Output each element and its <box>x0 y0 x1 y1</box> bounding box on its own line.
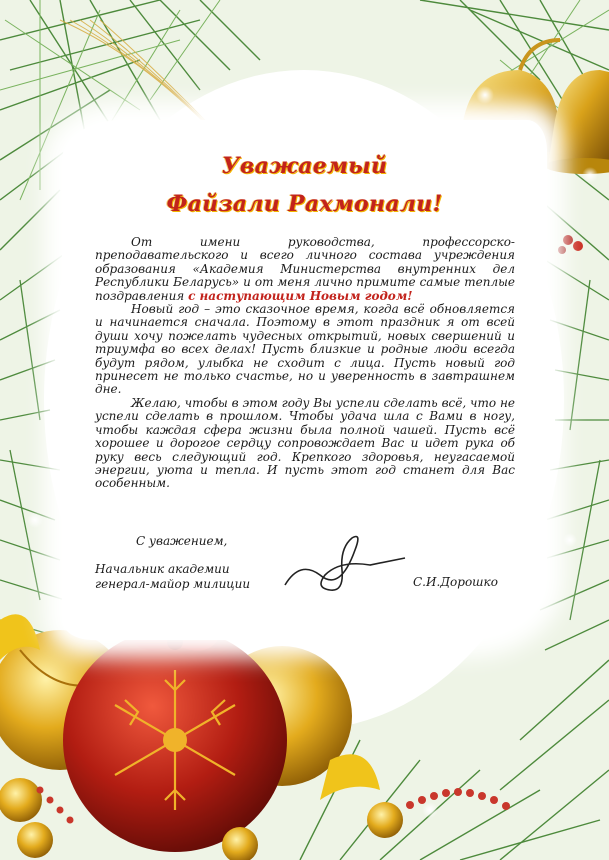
letter-body <box>95 236 515 491</box>
signatory-name: С.И.Дорошко <box>413 575 498 589</box>
letter-paragraph: Новый год – это сказочное время, когда всё обновляется и начинается сначала. Поэтому в этот праздник я от всей души хочу пожелать чудесных открытий, новых свершений и триумфа во всех делах! Пусть близкие и родные люди всегда будут рядом, улыбка не сходит с лица. Пусть новый год принесет не только счастье, но и уверенность в завтрашнем дне. <box>95 302 515 397</box>
new-year-highlight: с наступающим Новым годом! <box>188 288 413 303</box>
signatory-rank: генерал-майор милиции <box>95 577 251 591</box>
handwritten-signature <box>280 530 410 600</box>
closing-phrase: С уважением, <box>136 534 228 548</box>
greeting-title: Уважаемый <box>221 153 388 179</box>
recipient-name: Файзали Рахмонали! <box>166 191 443 217</box>
letter-paragraph: Желаю, чтобы в этом году Вы успели сделать всё, что не успели сделать в прошлом. Чтобы удача шла с Вами в ногу, чтобы каждая сфера жизни была полной чашей. Пусть всё хорошее и дорогое сердцу сопровождает Вас и идет рука об руку весь следующий год. Крепкого здоровья, неугасаемой энергии, уюта и тепла. И пусть этот год станет для Вас особенным. <box>95 395 515 491</box>
letter-paragraph: От имени руководства, профессорско-преподавательского и всего личного состава учреждения образования «Академия Министерства внутренних дел Республики Беларусь» и от меня лично примите самые теплые поздравления с наступающим Новым годом! <box>95 235 515 303</box>
signatory-title: Начальник академии <box>95 562 230 576</box>
christmas-ornament-icon <box>63 628 287 852</box>
